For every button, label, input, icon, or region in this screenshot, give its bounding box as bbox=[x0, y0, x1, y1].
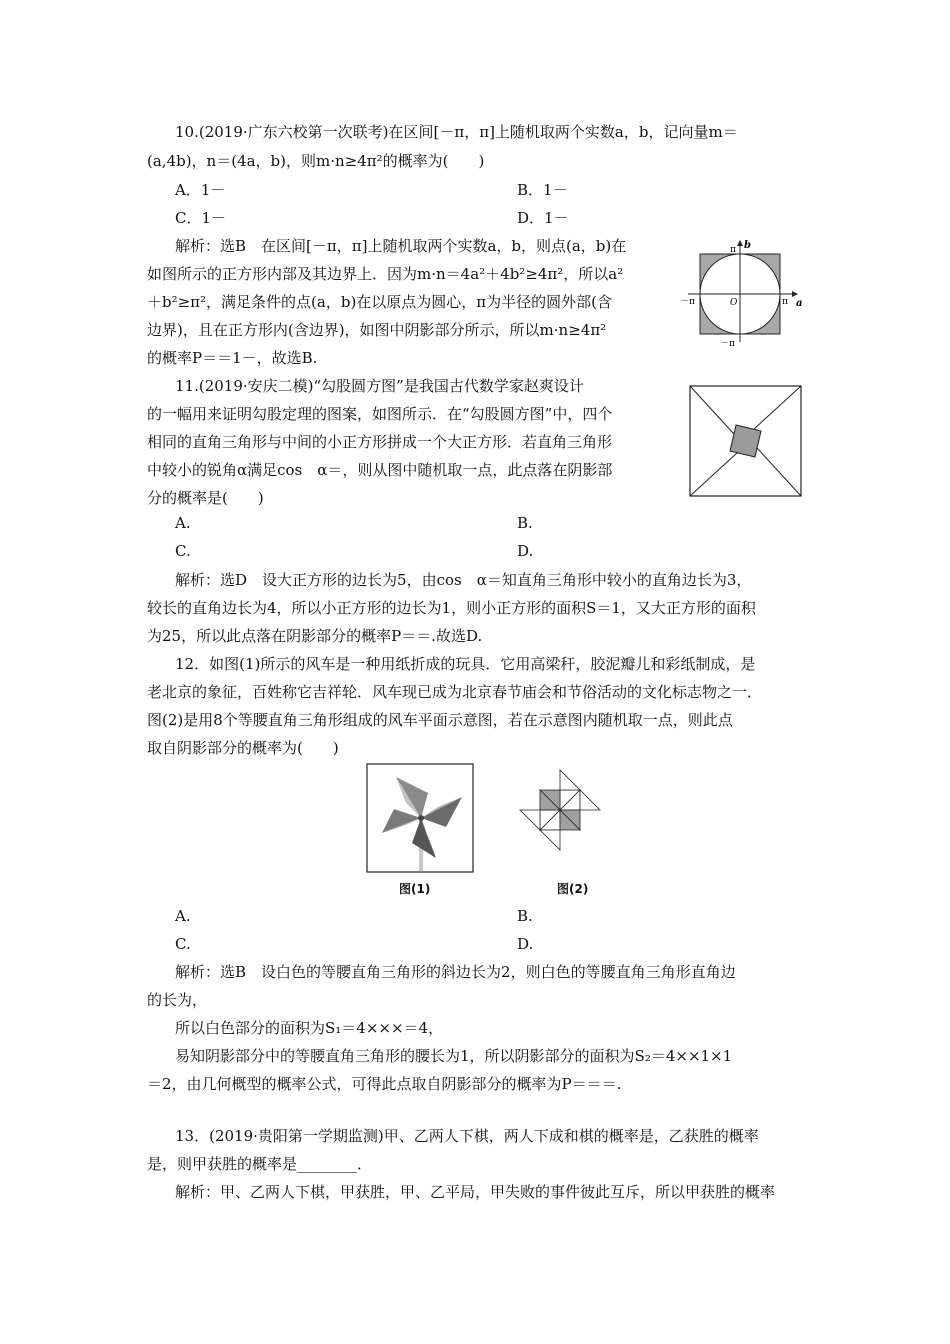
q10-stem-line1: 10.(2019·广东六校第一次联考)在区间[－π，π]上随机取两个实数a，b，记向量m＝ bbox=[175, 123, 738, 141]
q10-option-b: B．1－ bbox=[517, 181, 568, 199]
q12-solution-line3: 所以白色部分的面积为S₁＝4×××＝4， bbox=[175, 1019, 444, 1037]
q10-label-pi-right: π bbox=[782, 297, 788, 307]
q10-option-d: D．1－ bbox=[517, 209, 569, 227]
q10-y-arrow bbox=[737, 240, 743, 246]
q12-option-c: C. bbox=[175, 935, 191, 953]
q12-caption-fig2: 图(2) bbox=[557, 882, 589, 896]
q11-solution-line2: 较长的直角边长为4，所以小正方形的边长为1，则小正方形的面积S＝1，又大正方形的面积 bbox=[147, 599, 756, 617]
q13-stem-line1: 13．(2019·贵阳第一学期监测)甲、乙两人下棋，两人下成和棋的概率是，乙获胜的概率 bbox=[175, 1127, 759, 1145]
q11-option-d: D. bbox=[517, 542, 534, 560]
q10-solution-line2: 如图所示的正方形内部及其边界上．因为m·n＝4a²＋4b²≥4π²，所以a² bbox=[147, 265, 624, 283]
q12-option-a: A. bbox=[175, 907, 191, 925]
q12-solution-line1: 解析：选B 设白色的等腰直角三角形的斜边长为2，则白色的等腰直角三角形直角边 bbox=[175, 963, 736, 981]
q11-option-b: B. bbox=[517, 514, 533, 532]
q10-solution-line1: 解析：选B 在区间[－π，π]上随机取两个实数a，b，则点(a，b)在 bbox=[175, 237, 627, 255]
q12-stem-line2: 老北京的象征，百姓称它吉祥轮．风车现已成为北京春节庙会和节俗活动的文化标志物之一． bbox=[147, 683, 763, 701]
q11-option-a: A. bbox=[175, 514, 191, 532]
q11-stem-line4: 中较小的锐角α满足cos α＝，则从图中随机取一点，此点落在阴影部 bbox=[147, 461, 613, 479]
q12-stem-line3: 图(2)是用8个等腰直角三角形组成的风车平面示意图，若在示意图内随机取一点，则此点 bbox=[147, 711, 733, 729]
q12-solution-line5: ＝2，由几何概型的概率公式，可得此点取自阴影部分的概率为P＝＝＝. bbox=[147, 1075, 622, 1093]
q11-gougu-figure bbox=[689, 385, 803, 497]
q10-label-pi-top: π bbox=[730, 245, 736, 255]
q10-solution-line4: 边界)，且在正方形内(含边界)，如图中阴影部分所示，所以m·n≥4π² bbox=[147, 321, 607, 339]
q11-option-c: C. bbox=[175, 542, 191, 560]
q10-option-a: A．1－ bbox=[175, 181, 226, 199]
q10-label-neg-pi-left: －π bbox=[680, 297, 695, 307]
q13-stem-line2: 是，则甲获胜的概率是________． bbox=[147, 1155, 373, 1173]
q10-label-a: a bbox=[796, 298, 803, 309]
q12-stem-line1: 12．如图(1)所示的风车是一种用纸折成的玩具．它用高梁秆，胶泥瓣儿和彩纸制成，是 bbox=[175, 655, 756, 673]
q10-option-c: C．1－ bbox=[175, 209, 227, 227]
q10-x-arrow bbox=[792, 291, 798, 297]
q10-label-neg-pi-bottom: －π bbox=[720, 339, 735, 349]
q11-small-shaded-square bbox=[730, 425, 761, 457]
q12-pinwheel-diagram bbox=[518, 768, 602, 852]
q11-solution-line1: 解析：选D 设大正方形的边长为5，由cos α＝知直角三角形中较小的直角边长为3， bbox=[175, 571, 752, 589]
q11-stem-line2: 的一幅用来证明勾股定理的图案，如图所示．在“勾股圆方图”中，四个 bbox=[147, 405, 613, 423]
q12-solution-line4: 易知阴影部分中的等腰直角三角形的腰长为1，所以阴影部分的面积为S₂＝4××1×1 bbox=[175, 1047, 733, 1065]
q12-option-d: D. bbox=[517, 935, 534, 953]
q10-stem-line2: (a,4b)，n＝(4a，b)，则m·n≥4π²的概率为( ) bbox=[147, 152, 485, 170]
q11-solution-line3: 为25，所以此点落在阴影部分的概率P＝＝.故选D. bbox=[147, 627, 483, 645]
q13-solution-line1: 解析：甲、乙两人下棋，甲获胜，甲、乙平局，甲失败的事件彼此互斥，所以甲获胜的概率 bbox=[175, 1183, 776, 1201]
q12-caption-fig1: 图(1) bbox=[399, 882, 431, 896]
q10-solution-line5: 的概率P＝＝1－，故选B. bbox=[147, 349, 318, 367]
q10-label-b: b bbox=[744, 240, 751, 251]
q12-stem-line4: 取自阴影部分的概率为( ) bbox=[147, 739, 339, 757]
q10-solution-line3: ＋b²≥π²，满足条件的点(a，b)在以原点为圆心，π为半径的圆外部(含 bbox=[147, 293, 613, 311]
q11-stem-line3: 相同的直角三角形与中间的小正方形拼成一个大正方形．若直角三角形 bbox=[147, 433, 613, 451]
q12-solution-line2: 的长为， bbox=[147, 991, 208, 1009]
q12-pinwheel-photo bbox=[366, 763, 474, 873]
q11-stem-line1: 11.(2019·安庆二模)“勾股圆方图”是我国古代数学家赵爽设计 bbox=[175, 377, 584, 395]
q11-stem-line5: 分的概率是( ) bbox=[147, 489, 264, 507]
q12-option-b: B. bbox=[517, 907, 533, 925]
q10-label-origin: O bbox=[730, 298, 738, 308]
q10-square-circle-figure bbox=[680, 238, 810, 350]
